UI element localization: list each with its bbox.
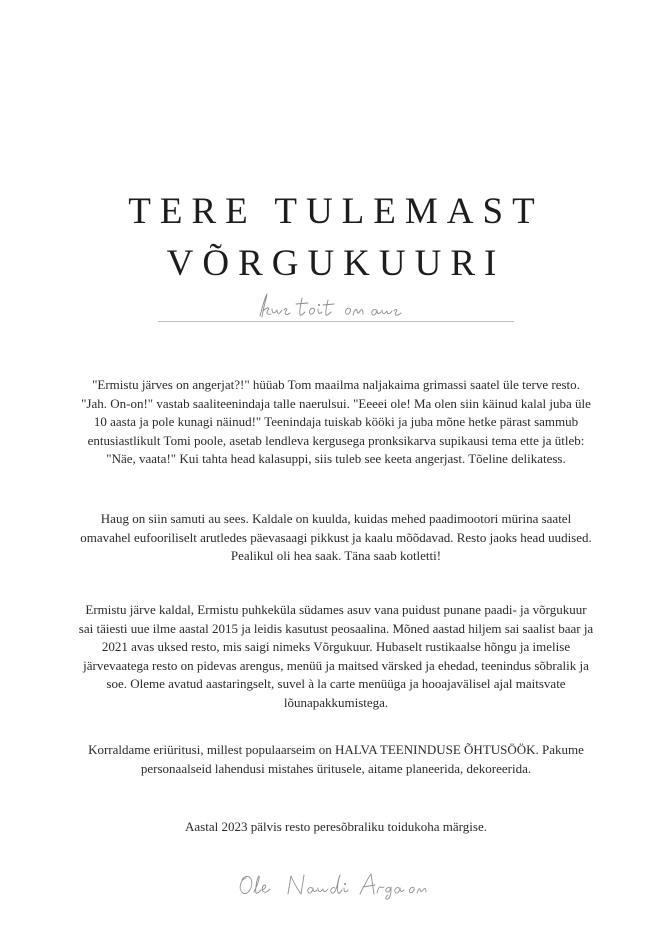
story-paragraph-eel: "Ermistu järves on angerjat?!" hüüab Tom maailma naljakaima grimassi saatel üle terve resto. "Jah. On-on!" vastab saaliteenindaja talle naerulsui. "Eeeei ole! Ma olen siin käinud kalal juba üle 10 aasta ja pole kunagi näinud!" Teenindaja tuiskab kööki ja juba mõne hetke pärast sammub entusiastlikult Tomi poole, asetab lendleva kergusega pronksikarva supikausi tema ette ja ütleb: "Näe, vaata!" Kui tahta head kalasuppi, siis tuleb see keeta angerjast. Tõeline delikatess. bbox=[81, 377, 591, 467]
tagline-script bbox=[250, 290, 420, 324]
page-title-line-1: TERE TULEMAST bbox=[128, 191, 544, 232]
award-paragraph: Aastal 2023 pälvis resto peresõbraliku toidukoha märgise. bbox=[185, 819, 487, 834]
history-paragraph: Ermistu järve kaldal, Ermistu puhkeküla südames asuv vana puidust punane paadi- ja võrgukuur sai täiesti uue ilme aastal 2015 ja leidis kasutust peosaalina. Mõned aastad hiljem sai saalist baar ja 2021 avas uksed resto, mis saigi nimeks Võrgukuur. Hubaselt rustikaalse hõngu ja imelise järvevaatega resto on pidevas arengus, menüü ja maitsed värsked ja ehedad, teenindus sõbralik ja soe. Oleme avatud aastaringselt, suvel à la carte menüüga ja hooajavälisel ajal maitsvate lõunapakkumistega. bbox=[78, 602, 594, 710]
story-paragraph-pike: Haug on siin samuti au sees. Kaldale on kuulda, kuidas mehed paadimootori mürina saatel omavahel eufooriliselt arutledes päevasaagi pikkust ja kaalu mõõdavad. Resto jaoks head uudised. Pealikul oli hea saak. Täna saab kotletti! bbox=[80, 511, 592, 564]
page-title-line-2: VÕRGUKUURI bbox=[166, 243, 506, 284]
events-paragraph: Korraldame eriüritusi, millest populaarseim on HALVA TEENINDUSE ÕHTUSÖÖK. Pakume personaalseid lahendusi mistahes üritusele, aitame planeerida, dekoreerida. bbox=[88, 742, 584, 776]
title-divider bbox=[158, 321, 514, 322]
signature-script bbox=[232, 866, 432, 902]
